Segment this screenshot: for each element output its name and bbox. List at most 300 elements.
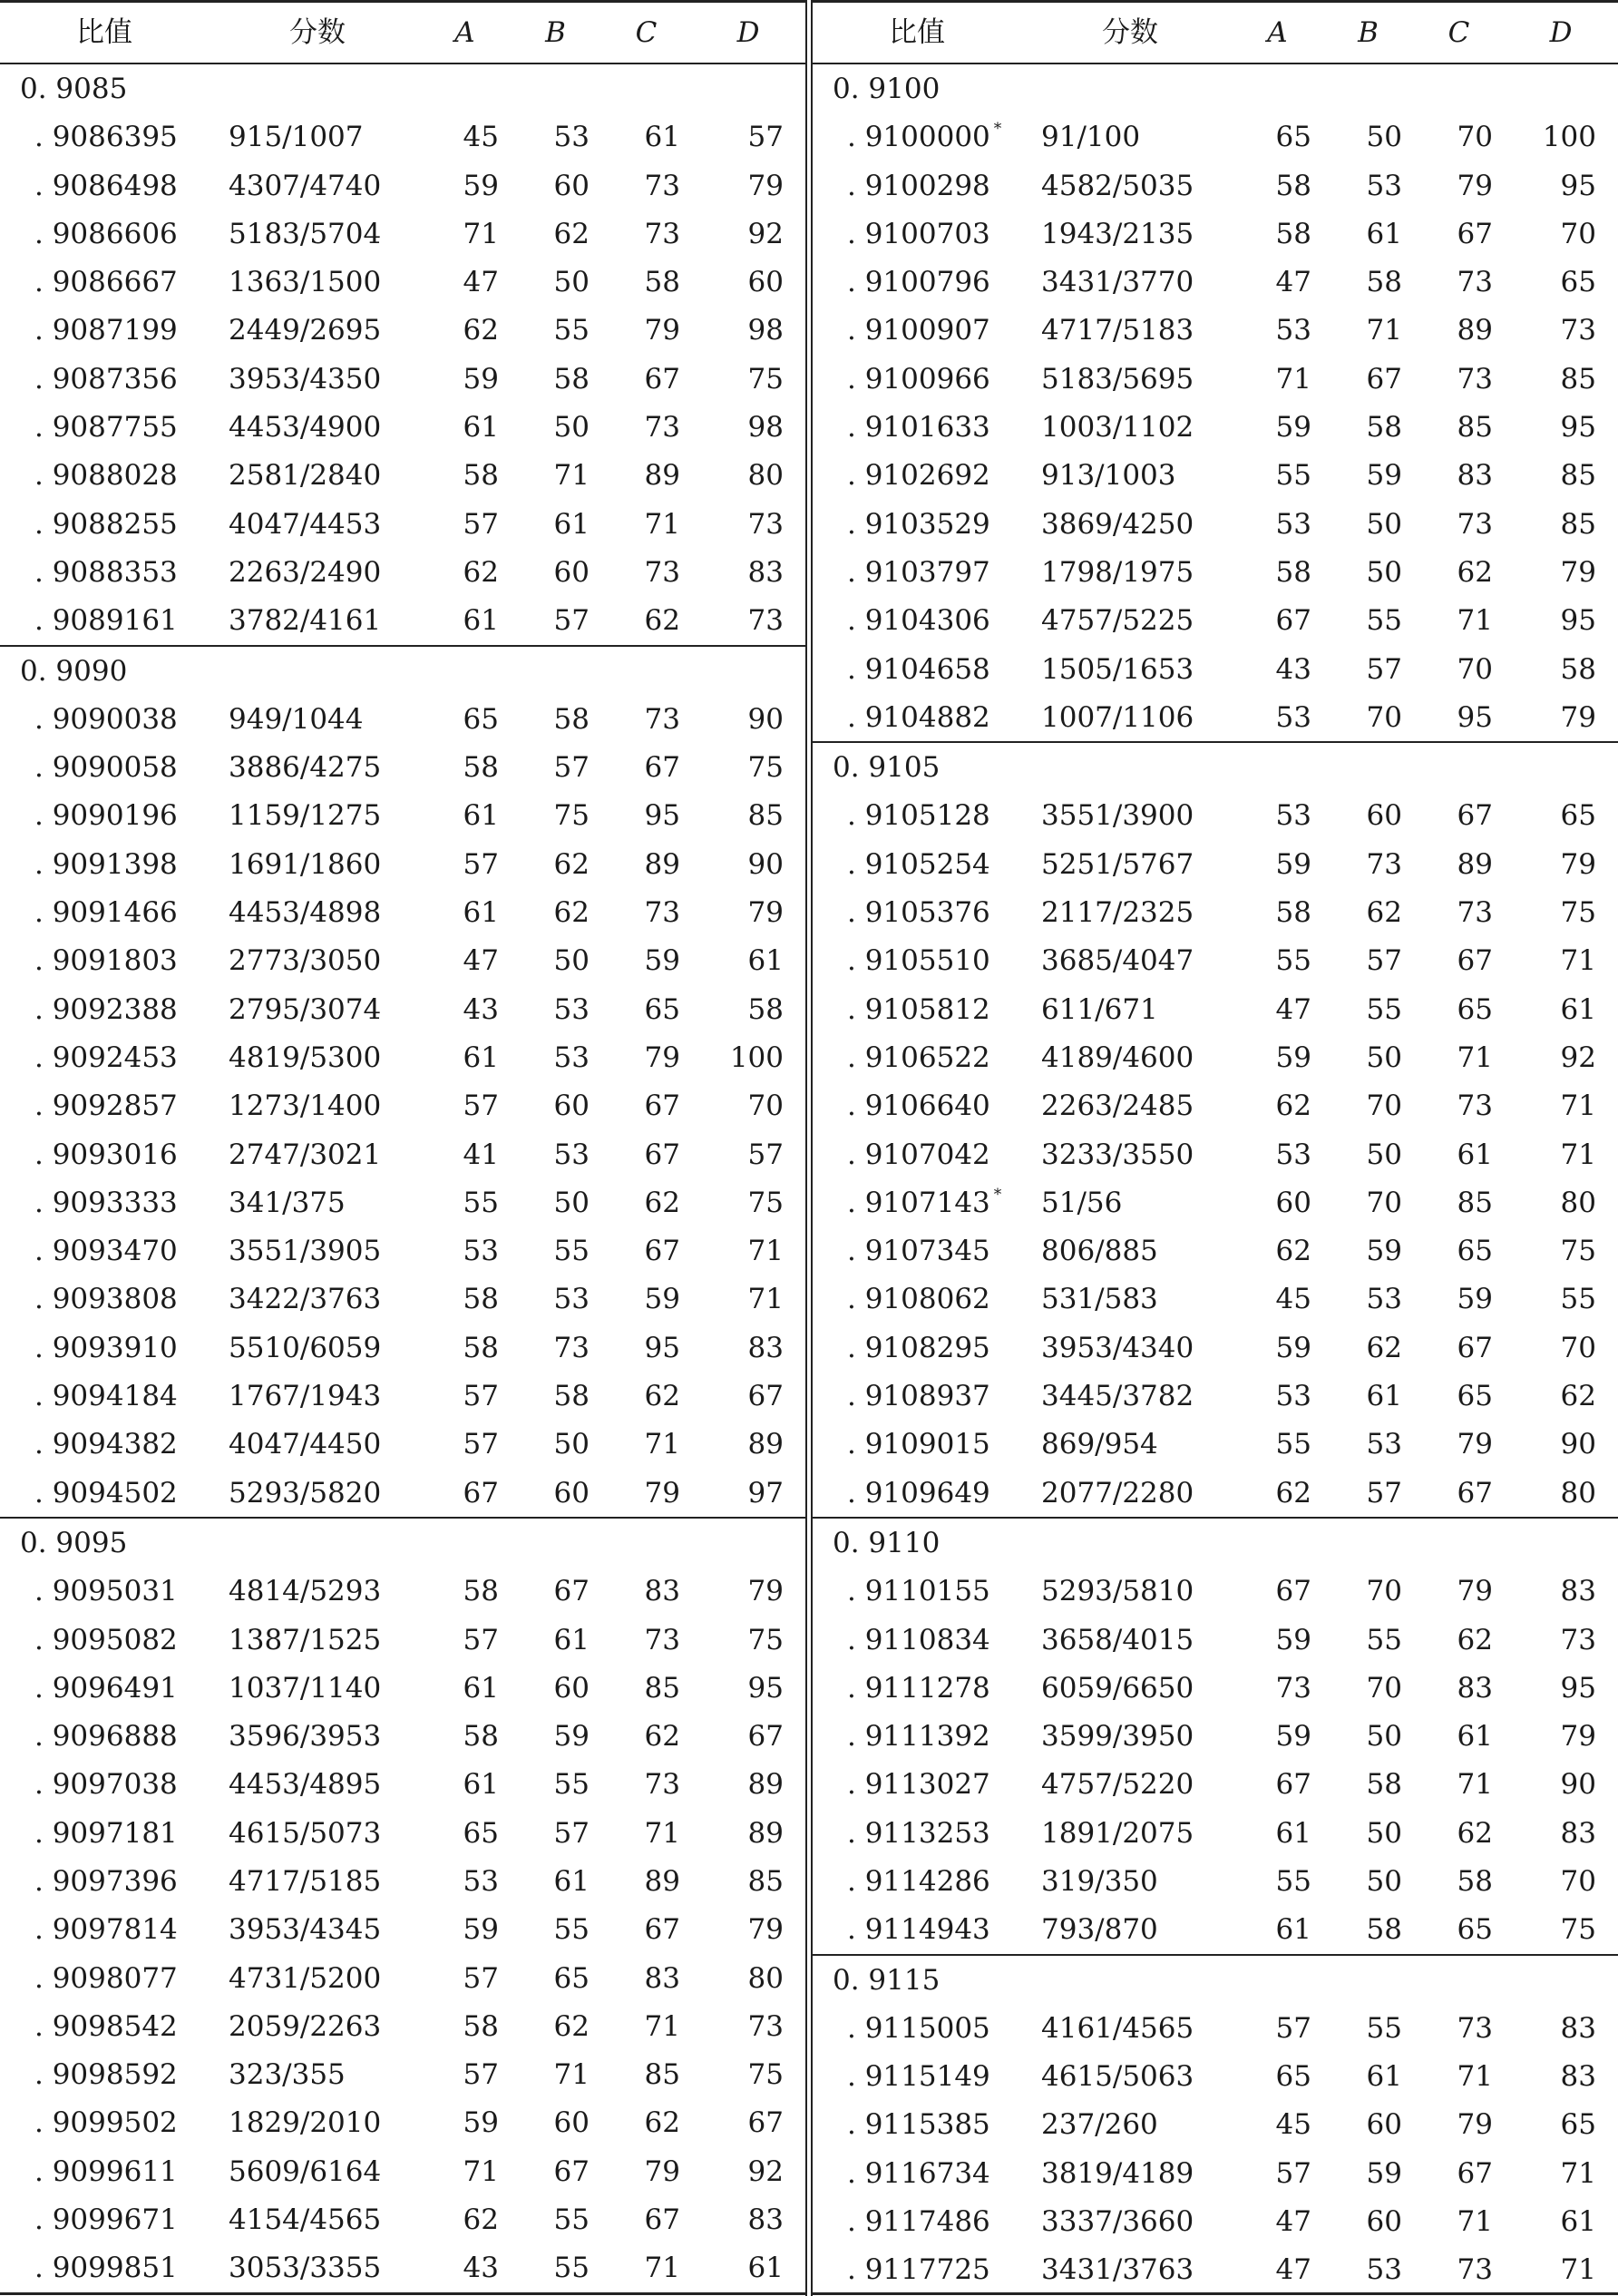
- value-d-cell-text: 65: [1560, 266, 1596, 299]
- value-a-cell: [1246, 651, 1311, 688]
- fraction-cell-text: 806/885: [1041, 1235, 1158, 1268]
- fraction-cell-text: 1767/1943: [229, 1380, 382, 1413]
- value-c-cell-text: 71: [1457, 2060, 1493, 2094]
- value-d-cell: [698, 2008, 784, 2045]
- value-d-cell-text: 97: [747, 1476, 784, 1509]
- value-d-cell: [698, 1475, 784, 1511]
- value-c-cell: [615, 602, 680, 639]
- value-d-cell-text: 70: [1560, 1864, 1596, 1898]
- value-a-cell-text: 61: [463, 1671, 499, 1705]
- value-b-cell: [524, 943, 590, 979]
- value-c-cell: [615, 1766, 680, 1803]
- value-b-cell: [524, 992, 590, 1028]
- value-c-cell: [615, 457, 680, 493]
- table-row: [0, 1372, 805, 1420]
- value-c-cell: [1428, 1863, 1493, 1900]
- value-d-cell: [698, 168, 784, 204]
- ratio-cell: [34, 943, 178, 979]
- ratio-cell: [847, 1040, 990, 1076]
- fraction-cell-text: 1003/1102: [1041, 411, 1194, 445]
- value-a-cell: [434, 1573, 499, 1609]
- value-d-cell: [698, 1330, 784, 1366]
- value-c-cell-text: 73: [1457, 896, 1493, 930]
- table-row: [0, 1712, 805, 1760]
- ratio-cell: [847, 1185, 1001, 1226]
- value-a-cell: [434, 216, 499, 252]
- value-b-cell: [524, 1233, 590, 1269]
- ratio-cell-text: . 9103797: [847, 555, 990, 589]
- value-a-cell-text: 61: [463, 799, 499, 833]
- value-d-cell: [1511, 602, 1596, 639]
- ratio-cell-text: . 9106522: [847, 1041, 990, 1074]
- ratio-cell-text: . 9093808: [34, 1283, 178, 1316]
- value-a-cell-text: 62: [463, 555, 499, 589]
- value-c-cell: [615, 1718, 680, 1754]
- value-b-cell-text: 50: [553, 944, 590, 978]
- value-a-cell: [434, 312, 499, 348]
- value-a-cell: [1246, 1233, 1311, 1269]
- value-b-cell: [524, 1960, 590, 1997]
- value-d-cell: [698, 2202, 784, 2238]
- ratio-cell: [34, 361, 178, 397]
- value-b-cell-text: 61: [553, 1864, 590, 1898]
- table-row: [813, 1616, 1618, 1664]
- value-c-cell-text: 62: [1457, 1816, 1493, 1850]
- fraction-cell-text: 319/350: [1041, 1864, 1158, 1898]
- value-b-cell: [1337, 1911, 1402, 1948]
- fraction-cell-text: 4154/4565: [229, 2203, 382, 2237]
- ratio-cell: [847, 216, 990, 252]
- value-a-cell: [434, 1766, 499, 1803]
- value-d-cell: [698, 2250, 784, 2286]
- value-c-cell-text: 62: [644, 2106, 680, 2140]
- value-d-cell: [698, 2057, 784, 2093]
- ratio-cell: [847, 1137, 990, 1173]
- value-a-cell-text: 47: [1275, 2253, 1311, 2287]
- value-a-cell-text: 59: [463, 1913, 499, 1947]
- value-d-cell-text: 80: [747, 459, 784, 493]
- value-a-cell-text: 57: [463, 1961, 499, 1995]
- value-c-cell-text: 73: [644, 169, 680, 202]
- fraction-cell-text: 3445/3782: [1041, 1380, 1194, 1413]
- value-c-cell-text: 73: [1457, 1089, 1493, 1123]
- fraction-cell: [1041, 2106, 1158, 2143]
- value-d-cell: [1511, 264, 1596, 300]
- value-d-cell-text: 75: [747, 362, 784, 396]
- ratio-cell-text: . 9096888: [34, 1720, 178, 1754]
- value-d-cell: [698, 602, 784, 639]
- value-c-cell: [615, 1233, 680, 1269]
- value-b-cell: [1337, 1475, 1402, 1511]
- fraction-cell-text: 4814/5293: [229, 1575, 382, 1608]
- value-a-cell-text: 61: [463, 1041, 499, 1074]
- table-row: [813, 2004, 1618, 2052]
- ratio-cell-text: . 9101633: [847, 411, 990, 445]
- value-b-cell-text: 70: [1366, 1089, 1402, 1123]
- value-b-cell-text: 59: [1366, 459, 1402, 493]
- value-a-cell: [434, 2105, 499, 2141]
- ratio-cell-text: . 9088353: [34, 555, 178, 589]
- value-d-cell-text: 83: [747, 1331, 784, 1364]
- value-a-cell-text: 55: [1275, 944, 1311, 978]
- value-b-cell: [524, 554, 590, 591]
- value-a-cell: [434, 1378, 499, 1414]
- value-d-cell-text: 79: [747, 1913, 784, 1947]
- value-c-cell-text: 71: [1457, 604, 1493, 638]
- value-a-cell-text: 55: [463, 1186, 499, 1219]
- ratio-cell-text: . 9115005: [847, 2011, 990, 2045]
- ratio-cell-text: . 9094184: [34, 1380, 178, 1413]
- value-b-cell-text: 59: [1366, 2156, 1402, 2190]
- value-c-cell: [615, 1040, 680, 1076]
- table-row: [0, 1616, 805, 1664]
- value-d-cell: [1511, 1233, 1596, 1269]
- value-d-cell: [698, 1718, 784, 1754]
- value-b-cell-text: 50: [553, 1186, 590, 1219]
- value-b-cell-text: 59: [1366, 1235, 1402, 1268]
- value-a-cell: [1246, 168, 1311, 204]
- value-d-cell: [698, 506, 784, 542]
- table-row: [0, 1905, 805, 1953]
- value-a-cell-text: 62: [463, 2203, 499, 2237]
- value-a-cell: [1246, 1426, 1311, 1462]
- value-b-cell-text: 67: [553, 2154, 590, 2188]
- fraction-cell: [1041, 1040, 1194, 1076]
- fraction-cell: [1041, 264, 1194, 300]
- fraction-cell-text: 4161/4565: [1041, 2011, 1194, 2045]
- ratio-cell-text: . 9107042: [847, 1138, 990, 1171]
- table-row: [0, 1081, 805, 1129]
- value-d-cell-text: 70: [747, 1089, 784, 1123]
- ratio-cell: [847, 2010, 990, 2047]
- value-b-cell-text: 58: [1366, 1913, 1402, 1947]
- value-a-cell-text: 59: [1275, 1623, 1311, 1656]
- fraction-cell: [1041, 1622, 1194, 1658]
- value-a-cell: [434, 797, 499, 834]
- value-c-cell-text: 62: [644, 1186, 680, 1219]
- ratio-cell-text: . 9096491: [34, 1671, 178, 1705]
- table-row: [813, 210, 1618, 258]
- value-b-cell: [524, 2154, 590, 2190]
- group-label: 0. 9105: [833, 751, 941, 785]
- value-b-cell-text: 55: [1366, 1623, 1402, 1656]
- table-row: [0, 791, 805, 839]
- ratio-cell-text: . 9111392: [847, 1720, 990, 1754]
- table-row: [0, 888, 805, 936]
- value-a-cell: [1246, 2010, 1311, 2047]
- table-row: [0, 1324, 805, 1372]
- value-b-cell-text: 58: [1366, 1768, 1402, 1802]
- value-b-cell-text: 62: [1366, 1331, 1402, 1364]
- value-b-cell: [524, 2057, 590, 2093]
- value-b-cell-text: 61: [1366, 2060, 1402, 2094]
- value-b-cell: [1337, 846, 1402, 883]
- ratio-cell-text: . 9095082: [34, 1623, 178, 1656]
- ratio-cell-text: . 9107345: [847, 1235, 990, 1268]
- value-a-cell: [434, 409, 499, 445]
- fraction-cell-text: 2795/3074: [229, 992, 382, 1026]
- fraction-cell: [229, 554, 381, 591]
- value-c-cell: [1428, 1670, 1493, 1706]
- value-b-cell: [1337, 554, 1402, 591]
- table-row: [0, 840, 805, 888]
- value-a-cell-text: 67: [1275, 1575, 1311, 1608]
- value-d-cell: [1511, 797, 1596, 834]
- ratio-cell: [34, 216, 178, 252]
- ratio-cell: [34, 797, 178, 834]
- value-d-cell-text: 61: [747, 944, 784, 978]
- value-d-cell: [1511, 1718, 1596, 1754]
- value-b-cell: [1337, 1815, 1402, 1851]
- value-a-cell-text: 59: [1275, 411, 1311, 445]
- value-b-cell: [1337, 2155, 1402, 2192]
- value-b-cell-text: 50: [1366, 507, 1402, 541]
- value-b-cell-text: 55: [1366, 604, 1402, 638]
- value-b-cell: [524, 846, 590, 883]
- value-c-cell-text: 83: [644, 1961, 680, 1995]
- ratio-cell-text: . 9090038: [34, 702, 178, 736]
- ratio-cell-text: . 9098542: [34, 2009, 178, 2043]
- value-b-cell: [1337, 1378, 1402, 1414]
- value-d-cell: [1511, 168, 1596, 204]
- value-d-cell: [698, 457, 784, 493]
- fraction-cell: [229, 119, 364, 155]
- value-b-cell: [524, 749, 590, 786]
- fraction-cell: [229, 1815, 381, 1851]
- value-c-cell: [615, 1670, 680, 1706]
- fraction-cell: [229, 2202, 381, 2238]
- value-a-cell: [1246, 2106, 1311, 2143]
- value-d-cell: [1511, 216, 1596, 252]
- value-b-cell-text: 61: [1366, 217, 1402, 250]
- table-body: [0, 64, 805, 2292]
- fraction-cell-text: 3886/4275: [229, 751, 382, 785]
- value-a-cell-text: 58: [463, 1283, 499, 1316]
- value-c-cell-text: 67: [644, 362, 680, 396]
- fraction-cell-text: 2059/2263: [229, 2009, 382, 2043]
- ratio-cell: [847, 1766, 990, 1803]
- value-d-cell-text: 79: [1560, 1720, 1596, 1754]
- value-a-cell: [434, 1670, 499, 1706]
- value-d-cell: [1511, 1185, 1596, 1221]
- value-d-cell: [1511, 1911, 1596, 1948]
- value-c-cell-text: 95: [1457, 700, 1493, 734]
- value-d-cell-text: 85: [1560, 507, 1596, 541]
- value-b-cell: [1337, 1137, 1402, 1173]
- value-a-cell-text: 62: [1275, 1089, 1311, 1123]
- fraction-cell-text: 4047/4453: [229, 507, 382, 541]
- fraction-cell: [1041, 2058, 1194, 2095]
- table-row: [0, 403, 805, 451]
- value-c-cell: [1428, 2010, 1493, 2047]
- value-d-cell: [698, 1185, 784, 1221]
- value-b-cell-text: 59: [553, 1720, 590, 1754]
- value-c-cell-text: 73: [1457, 362, 1493, 396]
- ratio-cell: [847, 1815, 990, 1851]
- value-a-cell: [434, 1233, 499, 1269]
- value-a-cell: [434, 1281, 499, 1317]
- value-a-cell-text: 62: [1275, 1476, 1311, 1509]
- ratio-cell-text: . 9087755: [34, 411, 178, 445]
- ratio-cell-text: . 9089161: [34, 604, 178, 638]
- fraction-cell: [229, 2154, 381, 2190]
- value-c-cell-text: 71: [1457, 1041, 1493, 1074]
- value-b-cell-text: 70: [1366, 700, 1402, 734]
- ratio-cell-text: . 9095031: [34, 1575, 178, 1608]
- value-d-cell-text: 73: [1560, 1623, 1596, 1656]
- ratio-cell: [34, 1281, 178, 1317]
- fraction-cell: [1041, 1233, 1158, 1269]
- value-c-cell: [615, 361, 680, 397]
- value-b-cell-text: 70: [1366, 1671, 1402, 1705]
- fraction-cell-text: 4819/5300: [229, 1041, 382, 1074]
- value-d-cell: [698, 701, 784, 738]
- value-b-cell-text: 58: [1366, 411, 1402, 445]
- fraction-cell-text: 3551/3905: [229, 1235, 382, 1268]
- ratio-cell-text: . 9109015: [847, 1428, 990, 1461]
- value-a-cell: [434, 1911, 499, 1948]
- ratio-cell: [847, 457, 990, 493]
- value-b-cell-text: 71: [553, 2058, 590, 2092]
- fraction-cell-text: 4757/5225: [1041, 604, 1194, 638]
- value-d-cell: [1511, 943, 1596, 979]
- value-b-cell: [524, 797, 590, 834]
- ratio-cell: [34, 1330, 178, 1366]
- ratio-cell-text: . 9104306: [847, 604, 990, 638]
- value-a-cell-text: 62: [1275, 1235, 1311, 1268]
- value-d-cell-text: 83: [1560, 2060, 1596, 2094]
- value-a-cell-text: 65: [1275, 2060, 1311, 2094]
- value-b-cell-text: 50: [1366, 555, 1402, 589]
- fraction-cell-text: 1505/1653: [1041, 652, 1194, 686]
- ratio-cell-text: . 9116734: [847, 2156, 990, 2190]
- value-c-cell: [615, 2057, 680, 2093]
- value-c-cell: [1428, 846, 1493, 883]
- ratio-cell-text: . 9097038: [34, 1768, 178, 1802]
- value-c-cell: [615, 2008, 680, 2045]
- ratio-cell: [847, 894, 990, 931]
- value-b-cell-text: 62: [553, 847, 590, 881]
- group-label: 0. 9095: [20, 1526, 128, 1559]
- fraction-cell-text: 1037/1140: [229, 1671, 382, 1705]
- ratio-cell-text: . 9111278: [847, 1671, 990, 1705]
- value-c-cell-text: 70: [1457, 652, 1493, 686]
- table-row: [813, 645, 1618, 693]
- ratio-cell-text: . 9115385: [847, 2108, 990, 2142]
- value-c-cell-text: 95: [644, 799, 680, 833]
- value-b-cell: [1337, 119, 1402, 155]
- value-a-cell-text: 57: [463, 1380, 499, 1413]
- ratio-cell-text: . 9091398: [34, 847, 178, 881]
- ratio-cell-text: . 9093016: [34, 1138, 178, 1171]
- value-a-cell: [1246, 1670, 1311, 1706]
- ratio-cell-text: . 9104882: [847, 700, 990, 734]
- value-b-cell-text: 53: [553, 992, 590, 1026]
- value-b-cell: [524, 1185, 590, 1221]
- ratio-cell-text: . 9097181: [34, 1816, 178, 1850]
- value-d-cell-text: 95: [1560, 604, 1596, 638]
- value-c-cell: [615, 894, 680, 931]
- value-d-cell-text: 73: [1560, 314, 1596, 347]
- group-label: 0. 9085: [20, 73, 128, 105]
- value-d-cell: [1511, 1670, 1596, 1706]
- value-b-cell: [524, 1718, 590, 1754]
- fraction-cell: [229, 1718, 381, 1754]
- fraction-cell-text: 4717/5183: [1041, 314, 1194, 347]
- ratio-cell-text: . 9109649: [847, 1476, 990, 1509]
- value-d-cell-text: 80: [1560, 1186, 1596, 1219]
- value-c-cell-text: 83: [1457, 459, 1493, 493]
- fraction-cell: [229, 1378, 381, 1414]
- value-d-cell-text: 89: [747, 1768, 784, 1802]
- value-c-cell: [615, 1330, 680, 1366]
- ratio-cell: [847, 992, 990, 1028]
- value-c-cell: [1428, 1622, 1493, 1658]
- value-a-cell: [434, 1330, 499, 1366]
- value-a-cell-text: 61: [463, 411, 499, 445]
- value-d-cell-text: 90: [747, 847, 784, 881]
- fraction-cell-text: 5251/5767: [1041, 847, 1194, 881]
- fraction-cell: [229, 1281, 381, 1317]
- fraction-cell: [1041, 1670, 1194, 1706]
- table-row: [0, 1469, 805, 1517]
- value-b-cell-text: 60: [1366, 2108, 1402, 2142]
- fraction-cell-text: 4615/5073: [229, 1816, 382, 1850]
- header-fraction: 分数: [1102, 16, 1158, 49]
- value-d-cell: [698, 1378, 784, 1414]
- value-a-cell: [1246, 1378, 1311, 1414]
- value-c-cell-text: 62: [644, 1380, 680, 1413]
- value-d-cell-text: 75: [747, 751, 784, 785]
- fraction-cell: [1041, 699, 1194, 736]
- fraction-cell: [229, 797, 381, 834]
- value-b-cell: [1337, 602, 1402, 639]
- ratio-cell-text: . 9117486: [847, 2205, 990, 2239]
- fraction-cell: [229, 1863, 381, 1900]
- value-a-cell: [434, 1426, 499, 1462]
- value-a-cell: [1246, 894, 1311, 931]
- ratio-cell: [847, 2058, 990, 2095]
- value-b-cell-text: 53: [1366, 2253, 1402, 2287]
- value-b-cell: [524, 2202, 590, 2238]
- value-d-cell-text: 75: [747, 2058, 784, 2092]
- value-b-cell-text: 53: [553, 121, 590, 154]
- value-b-cell-text: 53: [553, 1138, 590, 1171]
- value-c-cell-text: 62: [1457, 1623, 1493, 1656]
- fraction-cell-text: 4307/4740: [229, 169, 382, 202]
- value-c-cell-text: 73: [644, 411, 680, 445]
- value-a-cell-text: 73: [1275, 1671, 1311, 1705]
- value-b-cell-text: 50: [1366, 1864, 1402, 1898]
- fraction-cell-text: 1273/1400: [229, 1089, 382, 1123]
- footnote-mark: *: [993, 1185, 1002, 1204]
- header-ratio: 比值: [889, 16, 945, 49]
- table-row: [0, 985, 805, 1033]
- value-d-cell: [1511, 1863, 1596, 1900]
- ratio-cell: [847, 312, 990, 348]
- value-c-cell: [1428, 1088, 1493, 1124]
- fraction-cell: [229, 361, 381, 397]
- value-d-cell: [698, 264, 784, 300]
- value-c-cell-text: 79: [1457, 2108, 1493, 2142]
- value-a-cell-text: 67: [1275, 604, 1311, 638]
- ratio-cell-text: . 9098592: [34, 2058, 178, 2092]
- fraction-cell: [1041, 1911, 1158, 1948]
- value-d-cell-text: 71: [1560, 1138, 1596, 1171]
- table-row: [0, 1809, 805, 1857]
- value-b-cell: [1337, 264, 1402, 300]
- value-d-cell-text: 58: [1560, 652, 1596, 686]
